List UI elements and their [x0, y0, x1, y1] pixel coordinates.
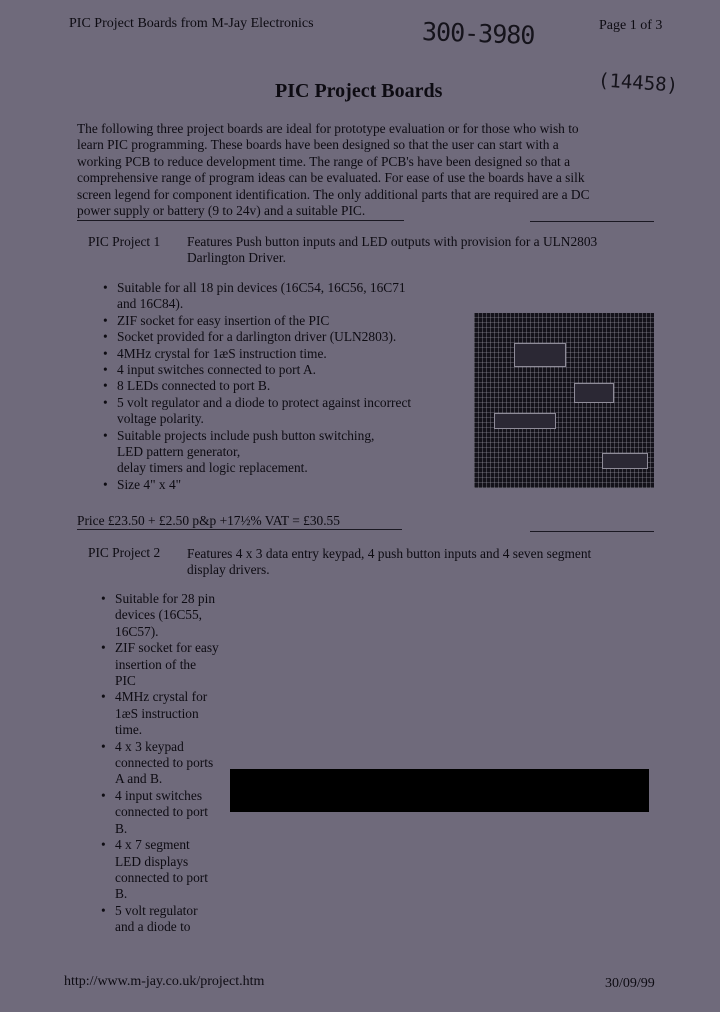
list-item: • Suitable projects include push button switching, LED pattern generator, delay timers and logic replacement. — [101, 428, 471, 477]
list-item: • 5 volt regulator and a diode to protect against incorrect voltage polarity. — [101, 395, 471, 428]
divider — [77, 529, 402, 530]
header-source: PIC Project Boards from M-Jay Electronics — [69, 16, 314, 31]
list-item: • ZIF socket for easy insertion of the PIC — [99, 640, 239, 689]
project1-board-photo — [474, 313, 654, 488]
project1-label: PIC Project 1 — [88, 234, 161, 249]
project1-desc-line: Features Push button inputs and LED outputs with provision for a ULN2803 — [187, 234, 598, 249]
project1-description — [187, 234, 657, 267]
list-item: • 4 input switches connected to port A. — [101, 362, 471, 378]
board-chip — [574, 383, 614, 403]
project2-description — [187, 546, 657, 579]
footer-url: http://www.m-jay.co.uk/project.htm — [64, 974, 265, 989]
intro-line: The following three project boards are ideal for prototype evaluation or for those who wish to — [77, 121, 579, 136]
list-item: • ZIF socket for easy insertion of the PIC — [101, 313, 471, 329]
project2-feature-list — [99, 591, 239, 936]
list-item: • 5 volt regulator and a diode to — [99, 903, 239, 936]
divider — [77, 220, 404, 221]
handwritten-reference: (14458) — [597, 69, 679, 97]
project1-price: Price £23.50 + £2.50 p&p +17½% VAT = £30.55 — [77, 513, 340, 528]
board-chip — [514, 343, 566, 367]
intro-paragraph — [77, 121, 677, 219]
list-item: • 8 LEDs connected to port B. — [101, 378, 471, 394]
list-item: • Suitable for 28 pin devices (16C55, 16C57). — [99, 591, 239, 640]
project2-desc-line: Features 4 x 3 data entry keypad, 4 push button inputs and 4 seven segment — [187, 546, 592, 561]
intro-line: learn PIC programming. These boards have been designed so that the user can start with a — [77, 137, 559, 153]
list-item: • Suitable for all 18 pin devices (16C54, 16C56, 16C71 and 16C84). — [101, 280, 471, 313]
project2-desc-line: display drivers. — [187, 562, 270, 578]
list-item: • 4 x 3 keypad connected to ports A and B. — [99, 739, 239, 788]
board-chip — [494, 413, 556, 429]
list-item: • 4 x 7 segment LED displays connected to port B. — [99, 837, 239, 903]
project2-board-photo — [230, 769, 649, 812]
list-item: • 4MHz crystal for 1æS instruction time. — [101, 346, 471, 362]
divider — [530, 531, 654, 532]
board-chip — [602, 453, 648, 469]
page-title: PIC Project Boards — [275, 80, 443, 102]
list-item: • Socket provided for a darlington driver (ULN2803). — [101, 329, 471, 345]
project1-feature-list — [101, 280, 471, 493]
list-item: • 4 input switches connected to port B. — [99, 788, 239, 837]
list-item: • Size 4" x 4" — [101, 477, 471, 493]
project1-desc-line: Darlington Driver. — [187, 250, 286, 266]
list-item: • 4MHz crystal for 1æS instruction time. — [99, 689, 239, 738]
intro-line: power supply or battery (9 to 24v) and a suitable PIC. — [77, 203, 366, 219]
footer-date: 30/09/99 — [605, 976, 655, 991]
intro-line: comprehensive range of program ideas can be evaluated. For ease of use the boards have a silk — [77, 170, 585, 186]
intro-line: working PCB to reduce development time. The range of PCB's have been designed so that a — [77, 153, 571, 169]
page-number: Page 1 of 3 — [599, 18, 663, 33]
handwritten-stock-number: 300-3980 — [421, 17, 535, 50]
intro-line: screen legend for component identification. The only additional parts that are required are a DC — [77, 186, 590, 202]
divider — [530, 221, 654, 222]
project2-label: PIC Project 2 — [88, 545, 161, 560]
